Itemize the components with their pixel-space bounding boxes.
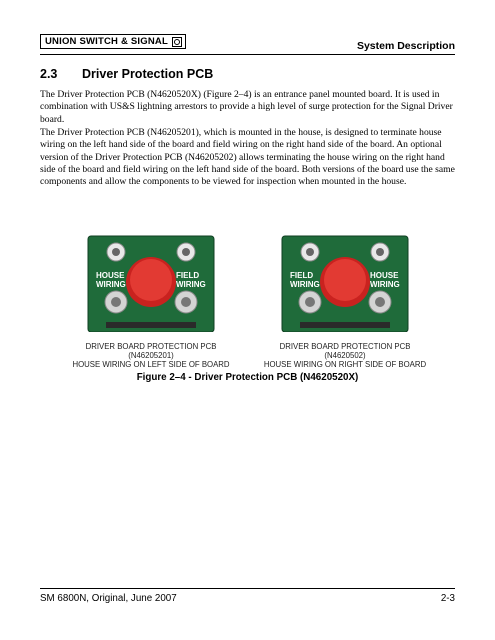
- figure-images: [0, 230, 495, 369]
- header-section-label: System Description: [356, 40, 455, 52]
- logo-emblem-icon: [172, 37, 182, 47]
- board-label-left-1: HOUSE: [96, 271, 125, 280]
- caption-line: DRIVER BOARD PROTECTION PCB: [279, 342, 411, 351]
- caption-line: HOUSE WIRING ON LEFT SIDE OF BOARD: [72, 360, 230, 369]
- board-label-left-1: FIELD: [290, 271, 314, 280]
- board-label-right-1: HOUSE: [370, 271, 399, 280]
- board-label-right-2: WIRING: [176, 280, 206, 289]
- figure-left: [60, 230, 242, 369]
- page-footer: [40, 588, 455, 604]
- caption-line: DRIVER BOARD PROTECTION PCB: [85, 342, 217, 351]
- figure-right-caption: [254, 342, 436, 369]
- board-label-left-2: WIRING: [290, 280, 320, 289]
- logo-text: UNION SWITCH & SIGNAL: [45, 36, 168, 47]
- board-label-right-1: FIELD: [176, 271, 200, 280]
- pcb-photo-house-right: [260, 230, 430, 332]
- page-number: 2-3: [440, 593, 455, 604]
- figure-right: [254, 230, 436, 369]
- caption-line: (N4620502): [324, 351, 366, 360]
- section-title: Driver Protection PCB: [82, 67, 214, 81]
- board-label-right-2: WIRING: [370, 280, 400, 289]
- section-number: 2.3: [40, 67, 58, 81]
- figure-left-caption: [60, 342, 242, 369]
- footer-doc-info: SM 6800N, Original, June 2007: [40, 593, 177, 604]
- company-logo: [40, 34, 186, 49]
- caption-line: (N46205201): [128, 351, 174, 360]
- section-heading: [40, 67, 213, 81]
- page-header: [40, 34, 455, 55]
- caption-line: HOUSE WIRING ON RIGHT SIDE OF BOARD: [263, 360, 427, 369]
- figure-title: Figure 2–4 - Driver Protection PCB (N4620520X): [136, 372, 359, 383]
- board-label-left-2: WIRING: [96, 280, 126, 289]
- paragraph-1: The Driver Protection PCB (N4620520X) (Figure 2–4) is an entrance panel mounted board. It is used in combination with US&S lightning arrestors to provide a high level of surge protection for the Signal Driver board.: [40, 89, 453, 125]
- pcb-photo-house-left: [66, 230, 236, 332]
- paragraph-2: The Driver Protection PCB (N46205201), which is mounted in the house, is designed to terminate house wiring on the left hand side of the board and field wiring on the right hand side of the board. An optional version of the Driver Protection PCB (N46205202) allows terminating the house wiring on the right hand side of the board and field wiring on the left hand side of the board. Both versions of the board use the same components and allow the components to be viewed for inspection when mounted in the house.: [40, 127, 455, 188]
